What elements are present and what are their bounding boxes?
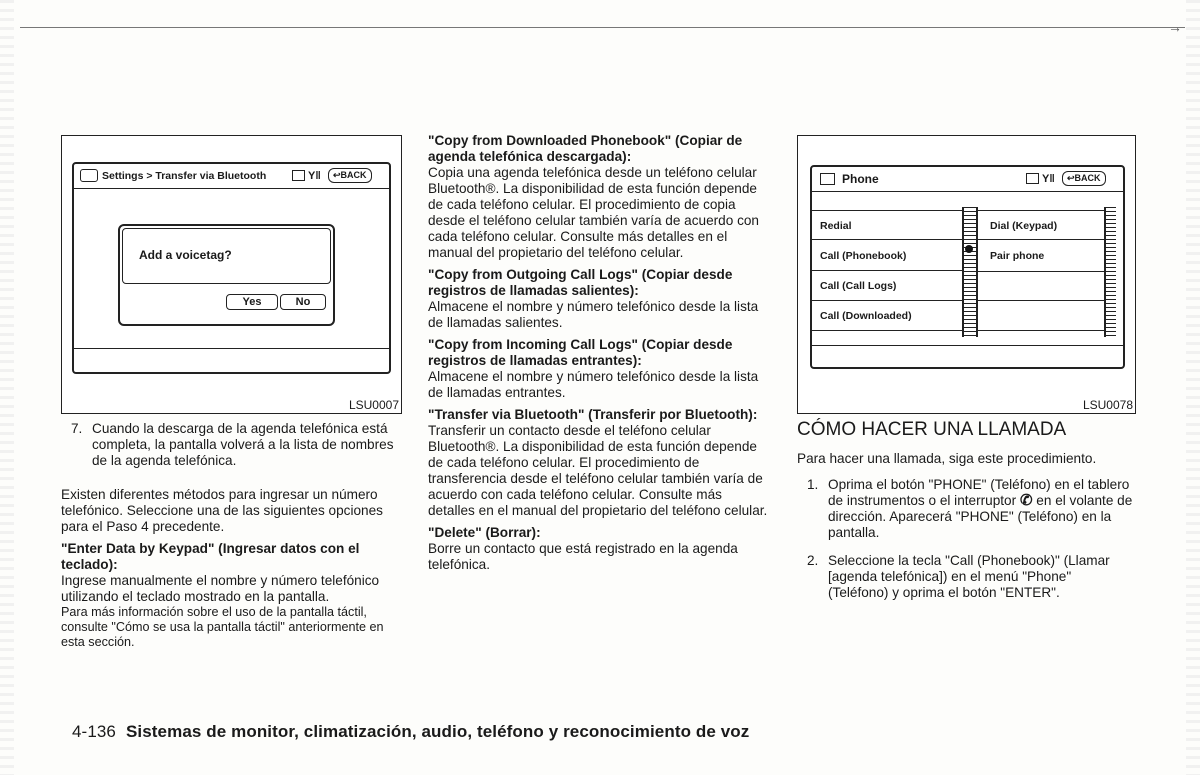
figure-phone-menu xyxy=(797,135,1136,414)
step-2-text: Seleccione la tecla "Call (Phonebook)" (Llamar [agenda telefónica]) en el menú "Phone" (Teléfono) y oprima el botón "ENTER". xyxy=(828,553,1110,600)
figure-code: LSU0007 xyxy=(348,398,399,412)
step-7-number: 7. xyxy=(71,421,83,436)
text-copy-downloaded: Copia una agenda telefónica desde un teléfono celular Bluetooth®. La disponibilidad de esta función depende de cada teléfono celular. El procedimiento de copia desde el teléfono celular también varía de acuerdo con cada teléfono celular. Consulte más detalles en el manual del propietario del teléfono celular. xyxy=(428,165,759,260)
step-1-number: 1. xyxy=(807,477,819,492)
menu-item-dial-keypad[interactable]: Dial (Keypad) xyxy=(976,210,1106,240)
back-button[interactable] xyxy=(328,168,372,183)
breadcrumb: Settings > Transfer via Bluetooth xyxy=(102,170,267,182)
menu-item-empty-2 xyxy=(976,301,1106,331)
phone-app-icon xyxy=(820,173,835,185)
step-2 xyxy=(797,553,1134,601)
back-label: BACK xyxy=(1074,173,1101,183)
call-intro: Para hacer una llamada, siga este procedimiento. xyxy=(797,451,1097,466)
figure-code: LSU0078 xyxy=(1082,398,1133,412)
menu-icon xyxy=(80,169,98,182)
back-label: BACK xyxy=(340,170,367,180)
step-7 xyxy=(61,421,401,469)
phone-status-icon xyxy=(292,170,305,181)
menu-item-call-logs[interactable]: Call (Call Logs) xyxy=(812,271,962,301)
keypad-text: Ingrese manualmente el nombre y número telefónico utilizando el teclado mostrado en la pantalla. xyxy=(61,573,380,604)
right-scrollbar[interactable] xyxy=(1104,207,1116,337)
back-arrow-icon: ↩ xyxy=(333,170,341,180)
heading-delete: "Delete" (Borrar): xyxy=(428,525,541,540)
section-title: CÓMO HACER UNA LLAMADA xyxy=(797,419,1067,440)
step-2-number: 2. xyxy=(807,553,819,568)
menu-item-call-phonebook[interactable]: Call (Phonebook) xyxy=(812,241,962,271)
keypad-heading: "Enter Data by Keypad" (Ingresar datos con el teclado): xyxy=(61,541,360,572)
no-button[interactable]: No xyxy=(280,294,326,310)
text-copy-outgoing: Almacene el nombre y número telefónico desde la lista de llamadas salientes. xyxy=(428,299,759,330)
screen-transfer xyxy=(72,162,391,374)
screen-footer-line xyxy=(812,345,1123,346)
text-transfer-bluetooth: Transferir un contacto desde el teléfono celular Bluetooth®. La disponibilidad de esta función depende de cada teléfono celular. El procedimiento de transferencia desde el teléfono celular también varía de acuerdo con cada teléfono celular. Consulte más detalles en el manual del propietario del teléfono celular. xyxy=(428,423,768,518)
page-number: 4-136 xyxy=(72,722,116,741)
text-copy-incoming: Almacene el nombre y número telefónico desde la lista de llamadas entrantes. xyxy=(428,369,759,400)
heading-copy-incoming: "Copy from Incoming Call Logs" (Copiar desde registros de llamadas entrantes): xyxy=(428,337,733,368)
dialog-prompt: Add a voicetag? xyxy=(139,248,232,262)
signal-icon: Y‖ xyxy=(308,170,321,182)
scan-edge-right xyxy=(1186,0,1200,775)
voicetag-dialog xyxy=(118,224,335,326)
back-button[interactable] xyxy=(1062,171,1106,186)
step-1-text-a: Oprima el botón "PHONE" (Teléfono) en el tablero de instrumentos o el interruptor xyxy=(828,477,1130,508)
footer-title: Sistemas de monitor, climatización, audio, teléfono y reconocimiento de voz xyxy=(125,722,750,741)
page-footer xyxy=(72,722,749,742)
scroll-indicator xyxy=(965,245,973,253)
heading-copy-outgoing: "Copy from Outgoing Call Logs" (Copiar desde registros de llamadas salientes): xyxy=(428,267,733,298)
text-delete: Borre un contacto que está registrado en la agenda telefónica. xyxy=(428,541,738,572)
signal-icon: Y‖ xyxy=(1042,173,1055,185)
heading-copy-downloaded: "Copy from Downloaded Phonebook" (Copiar de agenda telefónica descargada): xyxy=(428,133,743,164)
column-1 xyxy=(61,421,401,650)
scan-edge-left xyxy=(0,0,14,775)
step-7-text: Cuando la descarga de la agenda telefónica está completa, la pantalla volverá a la lista de nombres de la agenda telefónica. xyxy=(92,421,394,468)
screen-footer-line xyxy=(74,348,389,349)
methods-intro: Existen diferentes métodos para ingresar un número telefónico. Seleccione una de las siguientes opciones para el Paso 4 precedente. xyxy=(61,487,383,534)
screen-phone xyxy=(810,165,1125,369)
menu-item-pair-phone[interactable]: Pair phone xyxy=(990,250,1045,262)
touch-screen-note: Para más información sobre el uso de la pantalla táctil, consulte "Cómo se usa la pantalla táctil" anteriormente en esta sección. xyxy=(61,605,384,649)
header-rule xyxy=(20,27,1185,28)
dialog-message-box xyxy=(122,228,331,284)
phone-header xyxy=(812,167,1123,192)
menu-item-redial[interactable]: Redial xyxy=(812,210,962,240)
yes-button[interactable]: Yes xyxy=(226,294,278,310)
figure-transfer-bluetooth xyxy=(61,135,402,414)
screen-header xyxy=(74,164,389,189)
heading-transfer-bluetooth: "Transfer via Bluetooth" (Transferir por Bluetooth): xyxy=(428,407,758,422)
steering-phone-switch-icon: ✆ xyxy=(1019,492,1033,509)
menu-item-empty-1 xyxy=(976,271,1106,301)
step-1-text-b: en el volante de dirección. Aparecerá "PHONE" (Teléfono) en la pantalla. xyxy=(828,493,1133,540)
header-arrow-icon: → xyxy=(1168,19,1182,35)
column-3 xyxy=(797,418,1134,601)
column-2 xyxy=(428,133,770,573)
phone-title: Phone xyxy=(842,172,879,186)
step-1 xyxy=(797,477,1134,541)
phone-status-icon xyxy=(1026,173,1039,184)
back-arrow-icon: ↩ xyxy=(1067,173,1075,183)
menu-item-call-downloaded[interactable]: Call (Downloaded) xyxy=(812,301,962,331)
